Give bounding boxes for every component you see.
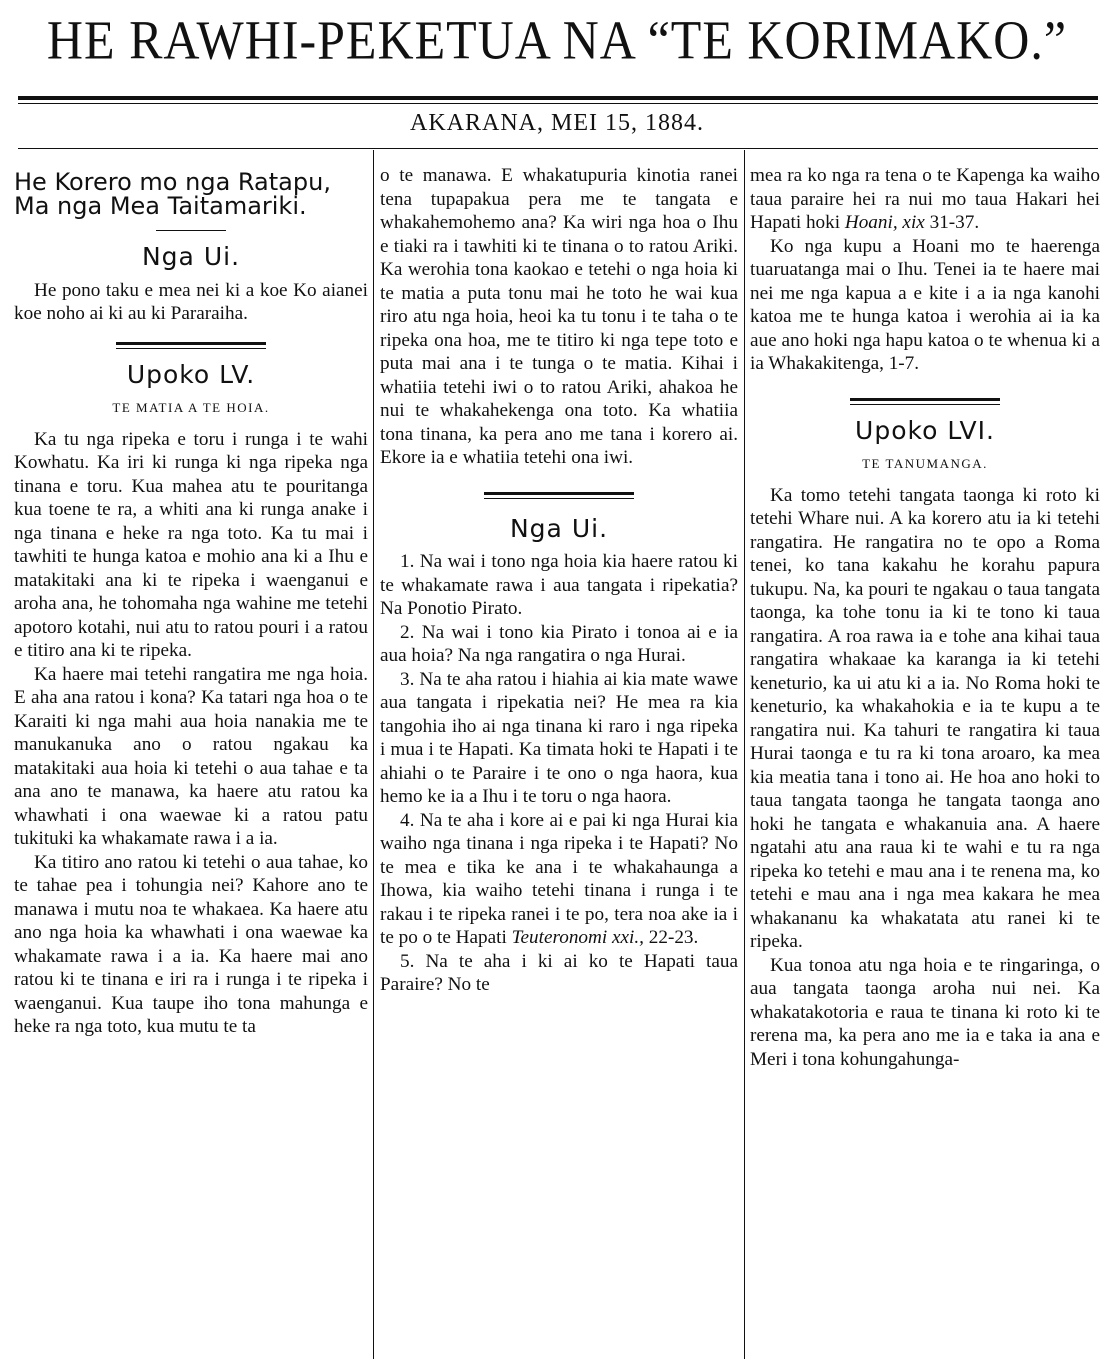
chapter-heading: Upoko LVI.: [855, 415, 995, 445]
paragraph: Ka haere mai tetehi rangatira me nga hoia. E aha ana ratou i kona? Ka tatari nga hoa o te Karaiti ki nga mahi aua hoia nanakia me te manukanuka ano o ratou ngakau ka matakitaki aua hoia ki tetehi o aua tahae e ta ana ano te manawa, ka haere atu ratou ka whawhati i ona waewae ki a ratou patu tukituki ka whakamate rawa i a ia.: [14, 663, 368, 849]
paragraph: Ka tu nga ripeka e toru i runga i te wahi Kowhatu. Ka iri ki runga ki nga ripeka nga tinana e toru. Kua mahea atu te pouritanga kua toene te ra, a whiti ana ki runga anake i nga tinana e heke ra nga toto. Ka tu mai i tawhiti te hunga katoa e mohio ana ki a Ihu e matakitaki ana ki te ripeka i waenganui e aroha ana, he tohomaha nga wahine me tetehi apotoro kotahi, nui atu to ratou pouri i a ratou e titiro ana ki te ripeka.: [14, 428, 368, 661]
question: [380, 809, 738, 950]
paragraph: Kua tonoa atu nga hoia e te ringaringa, o aua tangata taonga aroha nui nei. Ka whakatakotoria e raua te tinana ki roto ki te rerena ma, ka pera ano me ia e taka ia ana e Meri i tona kohungahunga-: [750, 954, 1100, 1070]
scripture-verses: 31-37.: [929, 212, 980, 233]
question: 2. Na wai i tono kia Pirato i tonoa ai e ia aua hoia? Na nga rangatira o nga Hurai.: [380, 621, 738, 666]
scripture-verses: 22-23.: [648, 927, 699, 948]
paragraph: Ko nga kupu a Hoani mo te haerenga tuaruatanga mai o Ihu. Tenei ia te haere mai nei me nga kapua a e kite i a ia nga kanohi katoa me te hunga katoa i werohia ai ia ka aue ano hoki nga hapu katoa o te whenua ki a ia Whakakitenga, 1-7.: [750, 235, 1100, 374]
question: 3. Na te aha ratou i hiahia ai kia mate wawe aua tangata i ripekatia nei? He mea ra kia tangohia iho ai nga tinana ki raro i nga ripeka i mua i te Hapati. Ka timata hoki te Hapati i te ahiahi o te Paraire i te ono o nga haora, kua hemo ke ia a Ihu i te toru o nga haora.: [380, 668, 738, 807]
paragraph: Ka tomo tetehi tangata taonga ki roto ki tetehi Whare nui. A ka korero atu ia ki tetehi rangatira. He rangatira no te opo a Roma tenei, ko tana kakahu he korahu papura tukupu. Na, ka pouri te ngakau o taua tangata taonga, ka tohe tonu ia ki te tono ki taua rangatira. A roa rawa ia e tohe ana kihai taua rangatira whakaae ka karanga ia ki tetehi keneturio, ka ui atu ki a ia. No Roma hoki te keneturio, ka whakahokia e ia te kupu a te rangatira nui. Ka tahuri te rangatira ki taua Hurai taonga e tu ra ki tona aroaro, ka mea kia meatia tana i tono ai. He hoa ano hoki to taua tangata taonga he tangata taonga ano hoki he tangata e whakanuia ana. A haere ngatahi atu ana raua ki te wahi e tu ra nga ripeka ko tetehi e mau ana i te renena ma, ko tetehi e mau ana i nga mea kakara he mea whakananu ka whakatata atu ranei ki te ripeka.: [750, 484, 1100, 952]
section-heading: Nga Ui.: [141, 242, 241, 271]
column-divider: [373, 150, 374, 1359]
chapter-heading: Upoko LV.: [126, 359, 256, 389]
short-rule: [156, 230, 226, 231]
article-title: He Korero mo nga Ratapu, Ma nga Mea Taitamariki.: [14, 168, 331, 220]
paragraph-continued: o te manawa. E whakatupuria kinotia ranei tena tupapakua pera me te tangata e whakahemohemo ana? Ka wiri nga hoa o Ihu e tiaki ra i tawhiti ki te tinana o to ratou Ariki. Ka werohia tona kaokao e tetehi o nga hoia ki te matia a puta tonu mai he toto he wai kua riro atu nga hoia, heoi ka tu tonu i te taha o te ripeka ona hoa, me te titiro ki nga tepe toto e puta mai ana i te tunga o te matia. Kihai i whatiia tetehi iwi o to ratou Ariki, ahakoa he nui te whakahekenga ona toto. Ka whatiia tona tinana, ka pera ano me tana i korero ai. Ekore ia e whatiia tetehi ona iwi.: [380, 165, 738, 468]
column-2: [380, 164, 738, 1354]
question-text: 4. Na te aha i kore ai e pai ki nga Hurai kia waiho nga tinana i nga ripeka i te Hapati? No te mea e tika ke ana i te whakahaunga a Ihowa, kia waiho tetehi tinana i runga i te rakau i te ripeka ranei i te po, tera noa ake ia i te po o te Hapati: [380, 809, 738, 948]
scripture-reference: Hoani, xix: [844, 212, 925, 233]
paragraph-text: mea ra ko nga ra tena o te Kapenga ka waiho taua paraire hei ra nui mo taua Hakari hei Hapati hoki: [750, 165, 1100, 233]
masthead: HE RAWHI-PEKETUA NA “TE KORIMAKO.”: [46, 9, 1068, 71]
dateline-rule: [18, 148, 1098, 149]
section-heading: Nga Ui.: [509, 513, 609, 543]
intro-paragraph: He pono taku e mea nei ki a koe Ko aianei koe noho ai ki au ki Pararaiha.: [14, 279, 368, 324]
chapter-subheading: TE MATIA A TE HOIA.: [112, 400, 270, 415]
column-3: [750, 164, 1100, 1354]
question: 5. Na te aha i ki ai ko te Hapati taua Paraire? No te: [380, 950, 738, 995]
column-divider: [744, 150, 745, 1359]
paragraph: Ka titiro ano ratou ki tetehi o aua tahae, ko te tahae pea i tohungia nei? Kahore ano te manawa i mutu noa te whakaea. Ka haere atu ano nga hoia ka whawhati i ona waewae ka whakamate rawa i a ia. Ka haere mai ano ratou ki te tinana e iri ra i runga i te ripeka i waenganui. Kua taupe iho tona mahunga e heke ra nga toto, kua mutu te ta: [14, 851, 368, 1037]
paragraph-continued: [750, 164, 1100, 235]
column-1: [14, 164, 368, 1354]
dateline: AKARANA, MEI 15, 1884.: [410, 110, 704, 136]
masthead-rule-thick: [18, 96, 1098, 100]
double-rule: [850, 398, 1000, 405]
question: 1. Na wai i tono nga hoia kia haere ratou ki te whakamate rawa i aua tangata i ripekatia? Na Ponotio Pirato.: [380, 551, 738, 619]
masthead-rule-thin: [18, 103, 1098, 104]
double-rule: [484, 492, 634, 499]
scripture-reference: Teuteronomi xxi.,: [511, 927, 644, 948]
double-rule: [116, 342, 266, 349]
chapter-subheading: TE TANUMANGA.: [862, 456, 988, 471]
